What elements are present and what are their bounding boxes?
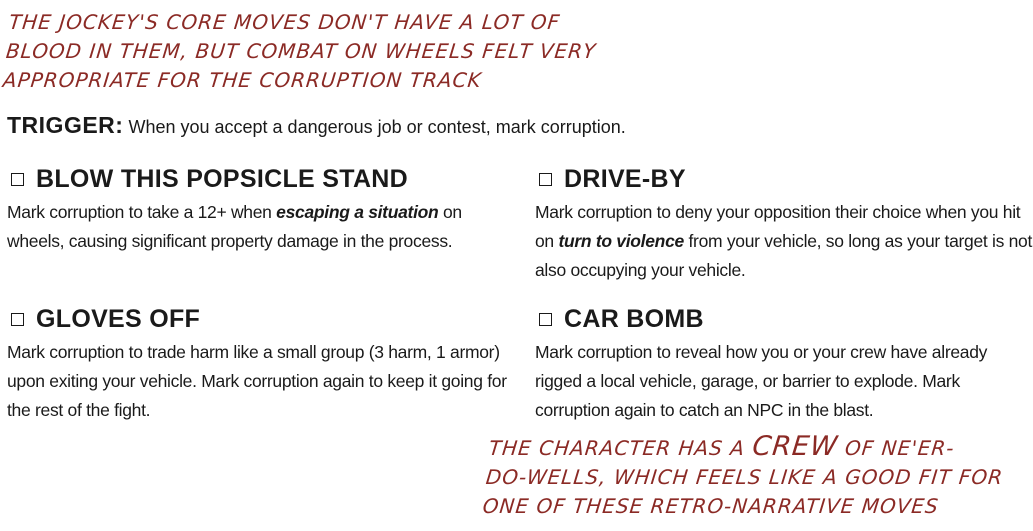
- note-bottom-text-2: OF NE'ER-: [836, 436, 956, 460]
- move-text: Mark corruption to trade harm like a small group (3 harm, 1 armor) upon exiting your vehicle. Mark corruption again to keep it going for the rest of the fight.: [7, 342, 507, 420]
- move-checkbox[interactable]: [11, 313, 24, 326]
- trigger-line: [7, 112, 626, 140]
- handwritten-note-bottom: [481, 432, 1033, 521]
- note-bottom-crew: CREW: [750, 431, 840, 462]
- move-description: [7, 198, 507, 256]
- move-text: Mark corruption to take a 12+ when: [7, 202, 277, 222]
- move-checkbox[interactable]: [11, 173, 24, 186]
- note-bottom-line-2: DO-WELLS, WHICH FEELS LIKE A GOOD FIT FOR: [484, 465, 1005, 489]
- move-title: BLOW THIS POPSICLE STAND: [36, 164, 409, 193]
- move-description: [7, 338, 507, 425]
- move-description: [535, 338, 1033, 425]
- note-bottom-line-1: [487, 432, 1033, 463]
- move-title: GLOVES OFF: [36, 304, 201, 333]
- move-description: [535, 198, 1033, 285]
- move-text: Mark corruption to reveal how you or your crew have already rigged a local vehicle, garage, or barrier to explode. Mark corruption again to catch an NPC in the blast.: [535, 342, 988, 420]
- move-emphasis: turn to violence: [558, 231, 684, 251]
- move-text: Mark corruption to deny your opposition their choice when you hit on: [535, 202, 1021, 251]
- move-title: CAR BOMB: [564, 304, 704, 333]
- handwritten-note-top: [1, 8, 650, 95]
- note-bottom-text: THE CHARACTER HAS A: [487, 436, 754, 460]
- note-top-line-1: THE JOCKEY'S CORE MOVES DON'T HAVE A LOT OF: [7, 10, 562, 34]
- note-bottom-line-3: ONE OF THESE RETRO-NARRATIVE MOVES: [481, 494, 941, 518]
- move-gloves-off: [7, 302, 507, 425]
- move-checkbox[interactable]: [539, 313, 552, 326]
- move-drive-by: [535, 162, 1033, 285]
- move-checkbox[interactable]: [539, 173, 552, 186]
- move-title: DRIVE-BY: [564, 164, 686, 193]
- move-car-bomb: [535, 302, 1033, 425]
- move-text-rest: from your vehicle, so long as your target is not also occupying your vehicle.: [535, 231, 1033, 280]
- move-blow-this-popsicle-stand: [7, 162, 507, 256]
- move-text-rest: on wheels, causing significant property damage in the process.: [7, 202, 462, 251]
- trigger-label: TRIGGER:: [7, 112, 124, 138]
- trigger-text: When you accept a dangerous job or contest, mark corruption.: [128, 117, 626, 137]
- move-emphasis: escaping a situation: [276, 202, 439, 222]
- note-top-line-3: APPROPRIATE FOR THE CORRUPTION TRACK: [1, 68, 484, 92]
- note-top-line-2: BLOOD IN THEM, BUT COMBAT ON WHEELS FELT VERY: [4, 39, 598, 63]
